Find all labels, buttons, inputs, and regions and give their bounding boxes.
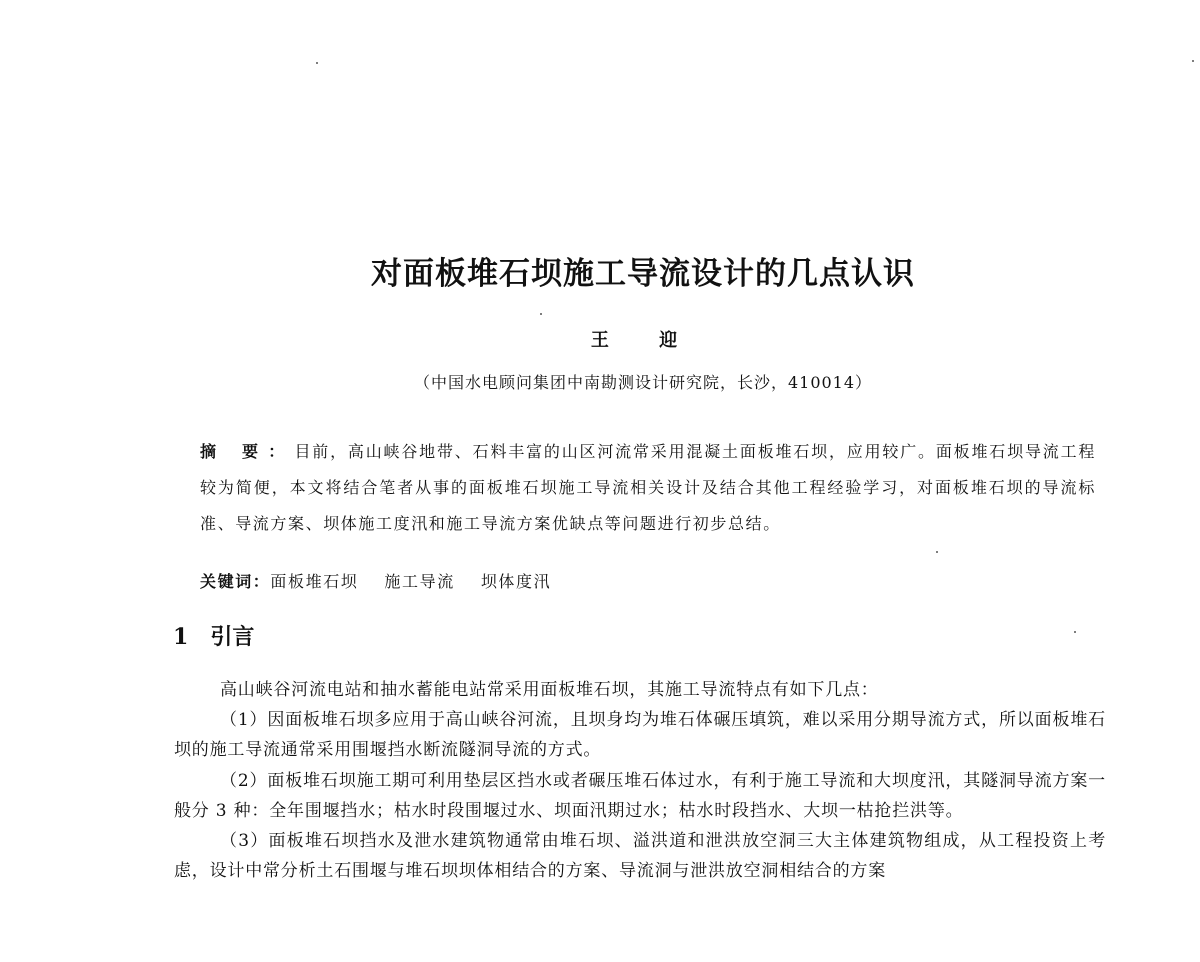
scan-speck	[1192, 60, 1194, 62]
body-paragraph: （2）面板堆石坝施工期可利用垫层区挡水或者碾压堆石体过水，有利于施工导流和大坝度汛，其隧洞导流方案一般分 3 种：全年围堰挡水；枯水时段围堰过水、坝面汛期过水；枯水时段挡水、大坝一枯抢拦洪等。	[174, 770, 1106, 821]
section-number: 1	[173, 624, 189, 650]
keyword: 施工导流	[384, 572, 455, 591]
body-paragraph: （1）因面板堆石坝多应用于高山峡谷河流，且坝身均为堆石体碾压填筑，难以采用分期导流方式，所以面板堆石坝的施工导流通常采用围堰挡水断流隧洞导流的方式。	[174, 710, 1106, 761]
keywords	[200, 569, 1096, 592]
section-title: 引言	[210, 625, 255, 650]
scan-speck	[316, 62, 318, 64]
section-heading	[173, 620, 254, 651]
body-paragraph: 高山峡谷河流电站和抽水蓄能电站常采用面板堆石坝，其施工导流特点有如下几点：	[220, 680, 879, 700]
keyword: 面板堆石坝	[270, 572, 359, 591]
scan-speck	[1074, 631, 1076, 633]
scan-speck	[936, 551, 938, 553]
body-text	[174, 675, 1106, 886]
paper-title: 对面板堆石坝施工导流设计的几点认识	[371, 256, 915, 292]
abstract-text: 目前，高山峡谷地带、石料丰富的山区河流常采用混凝土面板堆石坝，应用较广。面板堆石坝导流工程较为简便，本文将结合笔者从事的面板堆石坝施工导流相关设计及结合其他工程经验学习，对面板堆石坝的导流标准、导流方案、坝体施工度汛和施工导流方案优缺点等问题进行初步总结。	[200, 442, 1096, 533]
author-name: 王 迎	[590, 330, 700, 351]
keywords-label: 关键词：	[200, 572, 271, 591]
scan-speck	[540, 313, 542, 315]
keyword: 坝体度汛	[480, 572, 552, 591]
abstract	[200, 434, 1096, 542]
author-affiliation: （中国水电顾问集团中南勘测设计研究院，长沙，410014）	[413, 373, 873, 392]
body-paragraph: （3）面板堆石坝挡水及泄水建筑物通常由堆石坝、溢洪道和泄洪放空洞三大主体建筑物组成，从工程投资上考虑，设计中常分析土石围堰与堆石坝坝体相结合的方案、导流洞与泄洪放空洞相结合的方案	[174, 831, 1106, 882]
abstract-label: 摘 要：	[200, 442, 295, 461]
